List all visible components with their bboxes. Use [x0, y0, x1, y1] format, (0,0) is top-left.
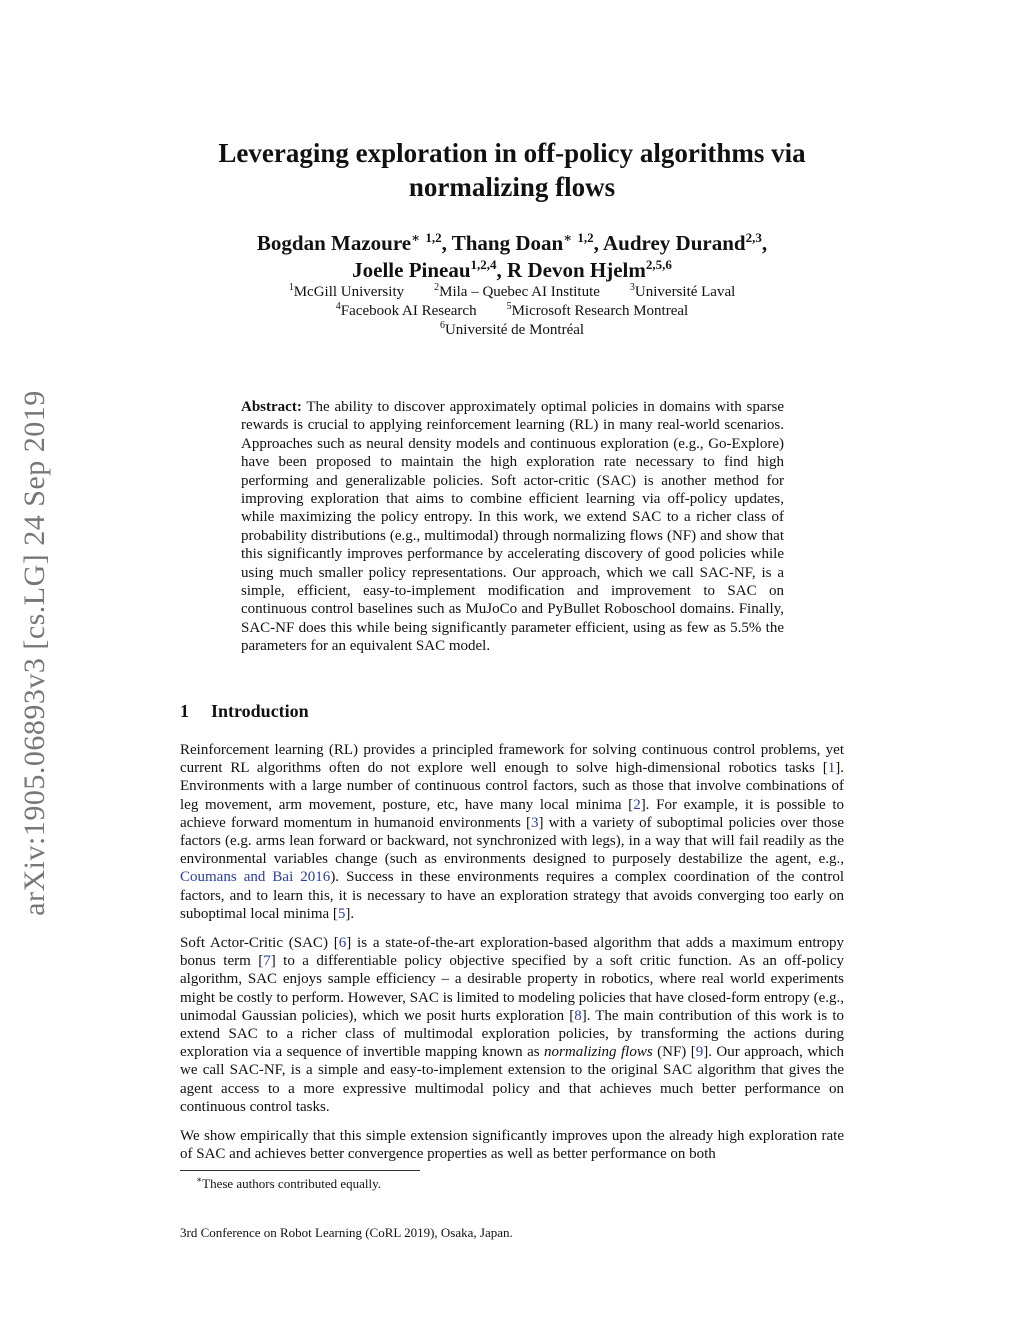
citation-link[interactable]: 6 [338, 935, 347, 951]
citation-link[interactable]: 9 [695, 1044, 704, 1061]
section-number: 1 [180, 701, 189, 721]
citation-link[interactable]: 5 [337, 905, 346, 922]
affiliation-number: 3 [629, 282, 635, 293]
author-list: Bogdan Mazoure∗ $^{1,2}$, Thang Doan∗ $^{1,2}$, Audrey Durand$^{2,3}$, Joelle Pineau$^{1,2,4}$, R Devon Hjelm$^{2,5,6}$ [256, 230, 768, 282]
citation-link[interactable]: 1 [827, 760, 836, 777]
affiliation-number: 4 [335, 301, 341, 312]
affiliation-number: 6 [439, 320, 445, 331]
citation-link[interactable]: 2 [633, 796, 641, 813]
affiliation-name: Mila – Quebec AI Institute [439, 284, 600, 300]
affiliation-name: Université Laval [634, 284, 736, 300]
title-line-2: normalizing flows [408, 172, 616, 202]
citation-link[interactable]: 7 [263, 953, 271, 970]
intro-paragraph-2: Soft Actor-Critic (SAC) [6] is a state-of-the-art exploration-based algorithm that adds a maximum entropy bonus term [7] to a differentiable policy objective specified by a soft critic function. As an off-policy algorithm, SAC enjoys sample efficiency – a desirable property in robotics, where real world experiments might be costly to perform. However, SAC is limited to modeling policies that have closed-form entropy (e.g., unimodal Gaussian policies), which we posit hurts exploration [8]. The main contribution of this work is to extend SAC to a richer class of multimodal exploration policies, by transforming the actions during exploration via a sequence of invertible mapping known as normalizing flows (NF) [9]. Our approach, which we call SAC-NF, is a simple and easy-to-implement extension to the original SAC algorithm that gives the agent access to a more expressive multimodal policy and that achieves much better performance on continuous control tasks. [180, 935, 845, 1115]
venue-line: 3rd Conference on Robot Learning (CoRL 2019), Osaka, Japan. [180, 1225, 513, 1240]
section-title: Introduction [211, 701, 309, 721]
title-line-1: Leveraging exploration in off-policy algorithms via [218, 138, 806, 168]
author-affiliation: 1,2 [425, 230, 442, 245]
abstract-text: The ability to discover approximately optimal policies in domains with sparse rewards is crucial to applying reinforcement learning (RL) in many real-world scenarios. Approaches such as neural density models and continuous exploration (e.g., Go-Explore) have been proposed to maintain the high exploration rate necessary to find high performing and generalizable policies. Soft actor-critic (SAC) is another method for improving exploration that aims to combine efficient learning via off-policy updates, while maximizing the policy entropy. In this work, we extend SAC to a richer class of probability distributions (e.g., multimodal) through normalizing flows (NF) and show that this significantly improves performance by accelerating discovery of good policies while using much smaller policy representations. Our approach, which we call SAC-NF, is a simple, efficient, easy-to-implement modification and improvement to SAC on continuous control baselines such as MuJoCo and PyBullet Roboschool domains. Finally, SAC-NF does this while being significantly parameter efficient, using as few as 5.5% the parameters for an equivalent SAC model. [241, 399, 785, 655]
affiliation-name: Facebook AI Research [340, 303, 477, 319]
abstract-label: Abstract: [241, 399, 302, 415]
affiliation-name: McGill University [293, 284, 405, 300]
paper-title [180, 136, 844, 204]
section-heading [180, 700, 309, 722]
affiliation-number: 5 [506, 301, 512, 312]
citation-link[interactable]: Coumans and Bai 2016 [180, 869, 331, 886]
affiliation-number: 2 [434, 282, 440, 293]
author-name: R Devon Hjelm [507, 258, 646, 282]
author-name: Audrey Durand [603, 231, 746, 255]
author-affiliation: 2,5,6 [645, 257, 672, 272]
footnote-rule [180, 1170, 420, 1171]
affiliation-number: 1 [288, 282, 294, 293]
affiliation-line [180, 302, 844, 321]
intro-paragraph-3: We show empirically that this simple extension significantly improves upon the already high exploration rate of SAC and achieves better convergence properties as well as better performance on both [180, 1128, 844, 1163]
affiliation-line [180, 321, 844, 340]
citation-link[interactable]: 8 [574, 1007, 582, 1024]
author-name: Thang Doan [451, 231, 564, 255]
emphasis-term: normalizing flows [544, 1044, 653, 1061]
author-affiliation: 1,2,4 [470, 257, 497, 272]
citation-link[interactable]: 3 [530, 814, 539, 831]
footnote-mark: ∗ [196, 1174, 203, 1185]
author-affiliation: 2,3 [745, 230, 762, 245]
affiliation-line [180, 283, 844, 302]
footnote-text: These authors contributed equally. [202, 1176, 382, 1191]
arxiv-side-stamp: arXiv:1905.06893v3 [cs.LG] 24 Sep 2019 [18, 390, 51, 916]
affiliation-name: Université de Montréal [444, 322, 585, 338]
intro-paragraph-1: Reinforcement learning (RL) provides a principled framework for solving continuous control problems, yet current RL algorithms often do not explore well enough to solve high-dimensional robotics tasks [1]. Environments with a large number of continuous control factors, such as those that involve combinations of leg movement, arm movement, posture, etc, have many local minima [2]. For example, it is possible to achieve forward momentum in humanoid environments [3] with a variety of suboptimal policies over those factors (e.g. arms lean forward or backward, not synchronized with legs), in a way that will fail readily as the environmental variables change (such as environments designed to purposely destabilize the agent, e.g., Coumans and Bai 2016). Success in these environments requires a complex coordination of the control factors, and to learn this, it is necessary to have an exploration strategy that avoids converging too early on suboptimal local minima [5]. [180, 742, 844, 922]
equal-contribution-mark: ∗ [411, 230, 421, 245]
author-name: Bogdan Mazoure [256, 231, 412, 255]
footnote [196, 1176, 381, 1192]
equal-contribution-mark: ∗ [563, 230, 573, 245]
author-affiliation: 1,2 [577, 230, 594, 245]
author-name: Joelle Pineau [352, 258, 471, 282]
abstract [241, 398, 784, 656]
affiliation-name: Microsoft Research Montreal [511, 303, 689, 319]
